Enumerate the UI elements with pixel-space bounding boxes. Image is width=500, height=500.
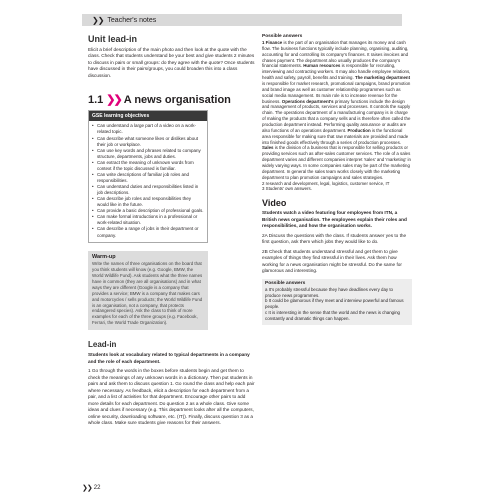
section-number: 1.1 (88, 93, 104, 106)
video-step-2a: 2A Discuss the questions with the class. If students answer yes to the first question, ask them which jobs they would like to do. (262, 232, 407, 245)
footer-chevrons-icon: ❯❯ (82, 485, 92, 492)
leadin-step-1: 1 Go through the words in the boxes before students begin and get them to check the meanings of any unknown words in a dictionary. Then put students in pairs and ask them to discuss question 1. Go round the class and help each pair where necessary. As feedback, elicit a description for each department from a pair, and a list of activities for that department. Encourage other pairs to add more details for each department. Do question 2 as a whole class. Give some ideas and clues if necessary (e.g. This department looks after all the computers, online security, downloading software, etc. (IT)). Finally, discuss question 3 as a whole class. Make sure students give reasons for their answers. (88, 368, 255, 426)
page-number: 22 (93, 485, 101, 491)
unit-leadin-text: Elicit a brief description of the main photo and then look at the quote with the class. Check that students understand be your best and give students 2 minutes to discuss in pairs or small groups: do they agree with the quote? Once students have discussed in their pairs/groups, you could broaden this into a class discussion. (88, 47, 255, 78)
gse-item: • Can extract the meaning of unknown words from context if the topic discussed is familiar. (92, 160, 204, 172)
possible-answers-box (262, 279, 412, 325)
left-column (88, 34, 256, 427)
gse-item: • Can describe job roles and responsibilities they would like in the future. (92, 196, 204, 208)
gse-item: • Can provide a basic description of professional goals. (92, 208, 204, 214)
answer-item: The marketing department is responsible for market research, promotional campaigns, brand promotion and brand image as well as customer relationship programmes such as social media management. Its main role is to increase revenue for the business. (262, 75, 411, 104)
right-column (262, 34, 412, 325)
answer-item-3: 3 Students' own answers. (262, 186, 312, 192)
header-bar (82, 14, 402, 26)
section-title: A news organisation (123, 93, 231, 106)
leadin-intro: Students look at vocabulary related to typical departments in a company and the role of each department. (88, 352, 250, 364)
video-step-2b: 2B Check that students understand stressful and get them to give examples of things they find stressful in their lives. Ask them how working for a news organisation might be stressful. Do the same for glamorous and interesting. (262, 248, 402, 274)
chevrons-icon: ❯❯ (92, 15, 104, 25)
answer-item: Operations department's primary functions include the design and management of products, services and processes. It controls the supply chain. The operations department of a manufacturing company is in charge of making the products that a company sells and is therefore often called the production department instead. Performing quality assurance or audits are also functions of an operations department. (262, 98, 411, 133)
answer-item: b It could be glamorous if they meet and interview powerful and famous people. (265, 298, 404, 310)
video-title: Video (262, 198, 287, 209)
possible-answers-title: Possible answers (262, 34, 303, 39)
leadin-section (88, 340, 256, 426)
gse-item: • Can understand a large part of a video on a work-related topic. (92, 123, 204, 135)
answer-item: a It's probably stressful because they have deadlines every day to produce news programmes. (265, 286, 393, 298)
gse-item: • Can describe a range of jobs in their department or company. (92, 226, 204, 238)
gse-list (89, 121, 207, 241)
answer-item-2: 2 research and development, legal, logistics, customer service, IT (262, 180, 390, 186)
possible-answers-1 (262, 40, 412, 192)
answer-item: Sales is the division of a business that is responsible for selling products or providing services such as after-sales customer services. The role of a sales department varies and different companies interpret 'sales' and 'marketing' in widely varying ways. In some companies sales may be part of the marketing department. In general the sales team works closely with the marketing department to plan promotion campaigns and sales strategies. (262, 145, 411, 180)
gse-item: • Can write descriptions of familiar job roles and responsibilities. (92, 172, 204, 184)
gse-item: • Can understand duties and responsibilities listed in job descriptions. (92, 184, 204, 196)
footer (82, 484, 100, 492)
warmup-box (88, 251, 208, 331)
section-heading (88, 93, 256, 106)
warmup-title: Warm-up (92, 253, 116, 260)
gse-item: • Can make formal introductions in a professional or work-related situation. (92, 214, 204, 226)
gse-title: GSE learning objectives (89, 111, 207, 121)
answer-item: 1 Finance is the part of an organisation that manages its money and cash flow. The business functions typically include planning, organising, auditing, accounting for and controlling its company's finances. It raises invoices and chases payment. The department also usually produces the company's financial statements. (262, 40, 409, 69)
possible-answers-2-title: Possible answers (265, 280, 306, 286)
gse-objectives-box (88, 110, 208, 242)
warmup-text: Write the names of three organisations on the board that you think students will know (e.g. Google, BMW, the World Wildlife Fund). Ask students what the three names have in common (they are all organisations) and in what ways they are different (Google is a company that provides a service; BMW is a company that makes cars and motorcycles / sells products; the World Wildlife Fund is an organisation, not a company, that protects endangered species). Ask the class to think of more examples for each of the three groups (e.g. Facebook, Ferrari, the World Trade Organization). (92, 260, 203, 326)
header-title: Teacher's notes (107, 16, 157, 24)
section-chevrons-icon: ❯❯ (106, 94, 121, 107)
answer-item: c It is interesting in the sense that the world and the news is changing constantly and dramatic things can happen. (265, 310, 400, 321)
answer-item: Human resources is responsible for recruiting, interviewing and contracting workers. It may also handle employee relations, health and safety, payroll, benefits and training. (262, 63, 411, 81)
unit-leadin-title: Unit lead-in (88, 34, 137, 44)
gse-item: • Can describe what someone likes or dislikes about their job or workplace. (92, 136, 204, 148)
answer-item: Production is the functional area responsible for making sure that raw materials are provided and made into finished goods effectively through a series of production processes. (262, 127, 409, 145)
leadin-title: Lead-in (88, 340, 117, 350)
video-intro: Students watch a video featuring four employees from ITN, a British news organisation. The employees explain their roles and responsibilities, and how the organisation works. (262, 210, 407, 229)
gse-item: • Can use key words and phrases related to company structure, departments, jobs and duties. (92, 148, 204, 160)
